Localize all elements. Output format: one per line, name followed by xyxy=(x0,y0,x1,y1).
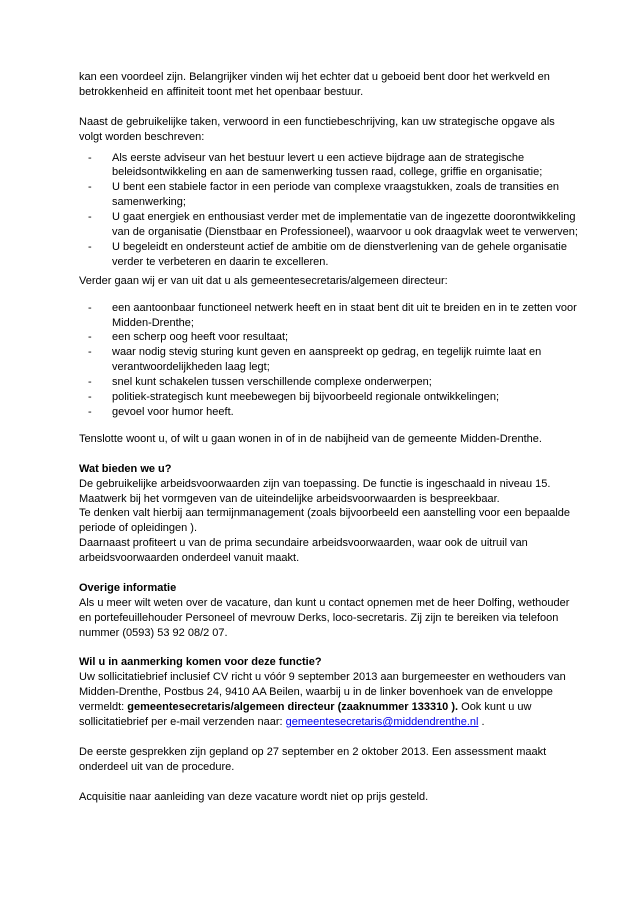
profile-list xyxy=(79,301,579,420)
list-item: - U bent een stabiele factor in een periode van complexe vraagstukken, zoals de transities en samenwerking; xyxy=(79,180,579,210)
list-item: - gevoel voor humor heeft. xyxy=(79,405,579,420)
list-item: - politiek-strategisch kunt meebewegen bij bijvoorbeeld regionale ontwikkelingen; xyxy=(79,390,579,405)
email-link[interactable]: gemeentesecretaris@middendrenthe.nl xyxy=(285,716,479,729)
apply-heading: Wil u in aanmerking komen voor deze functie? xyxy=(79,656,322,669)
list-item: - een aantoonbaar functioneel netwerk heeft en in staat bent dit uit te breiden en in te zetten voor Midden-Drenthe; xyxy=(79,301,579,331)
apply-bold-reference: gemeentesecretaris/algemeen directeur (zaaknummer 133310 ). xyxy=(127,701,459,714)
interviews-paragraph: De eerste gesprekken zijn gepland op 27 september en 2 oktober 2013. Een assessment maakt onderdeel uit van de procedure. xyxy=(79,745,547,773)
profile-intro-paragraph: Verder gaan wij er van uit dat u als gemeentesecretaris/algemeen directeur: xyxy=(79,274,448,287)
apply-text-c: . xyxy=(478,716,485,729)
info-heading: Overige informatie xyxy=(79,581,177,594)
offer-heading: Wat bieden we u? xyxy=(79,462,172,475)
list-item: - waar nodig stevig sturing kunt geven en aanspreekt op gedrag, en tegelijk ruimte laat en verantwoordelijkheden laag legt; xyxy=(79,345,579,375)
list-item: - Als eerste adviseur van het bestuur levert u een actieve bijdrage aan de strategische beleidsontwikkeling en aan de samenwerking tussen raad, college, griffie en organisatie; xyxy=(79,151,579,181)
info-paragraph: Als u meer wilt weten over de vacature, dan kunt u contact opnemen met de heer Dolfing, wethouder en portefeuillehouder Personeel of mevrouw Derks, loco-secretaris. Zij zijn te bereiken via telefoon nummer (0593) 53 92 08/2 07. xyxy=(79,596,570,639)
acquisition-paragraph: Acquisitie naar aanleiding van deze vacature wordt niet op prijs gesteld. xyxy=(79,790,429,803)
residence-paragraph: Tenslotte woont u, of wilt u gaan wonen in of in de nabijheid van de gemeente Midden-Drenthe. xyxy=(79,432,542,445)
list-item: - een scherp oog heeft voor resultaat; xyxy=(79,330,579,345)
tasks-intro-paragraph: Naast de gebruikelijke taken, verwoord in een functiebeschrijving, kan uw strategische opgave als volgt worden beschreven: xyxy=(79,115,555,143)
document-page xyxy=(79,70,579,805)
intro-paragraph: kan een voordeel zijn. Belangrijker vinden wij het echter dat u geboeid bent door het werkveld en betrokkenheid en affiniteit toont met het openbaar bestuur. xyxy=(79,71,550,98)
apply-text-b: Ook kunt u uw sollicitatiebrief per e-mail verzenden naar: xyxy=(79,701,532,729)
apply-paragraph xyxy=(79,670,579,730)
offer-paragraph-1: De gebruikelijke arbeidsvoorwaarden zijn van toepassing. De functie is ingeschaald in niveau 15. Maatwerk bij het vormgeven van de uiteindelijke arbeidsvoorwaarden is bespreekbaar. xyxy=(79,477,551,505)
apply-text-a: Uw sollicitatiebrief inclusief CV richt u vóór 9 september 2013 aan burgemeester en wethouders van Midden-Drenthe, Postbus 24, 9410 AA Beilen, waarbij u in de linker bovenhoek van de enveloppe vermeldt: xyxy=(79,671,566,714)
offer-paragraph-3: Daarnaast profiteert u van de prima secundaire arbeidsvoorwaarden, waar ook de uitruil van arbeidsvoorwaarden onderdeel vanuit maakt. xyxy=(79,537,528,565)
list-item: - U gaat energiek en enthousiast verder met de implementatie van de ingezette doorontwikkeling van de organisatie (Dienstbaar en Professioneel), waarvoor u ook draagvlak weet te verwerven; xyxy=(79,210,579,240)
offer-paragraph-2: Te denken valt hierbij aan termijnmanagement (zoals bijvoorbeeld een aanstelling voor een bepaalde periode of opleidingen ). xyxy=(79,507,571,535)
list-item: - U begeleidt en ondersteunt actief de ambitie om de dienstverlening van de gehele organisatie verder te verbeteren en daarin te excelleren. xyxy=(79,240,579,270)
list-item: - snel kunt schakelen tussen verschillende complexe onderwerpen; xyxy=(79,375,579,390)
tasks-list xyxy=(79,151,579,270)
